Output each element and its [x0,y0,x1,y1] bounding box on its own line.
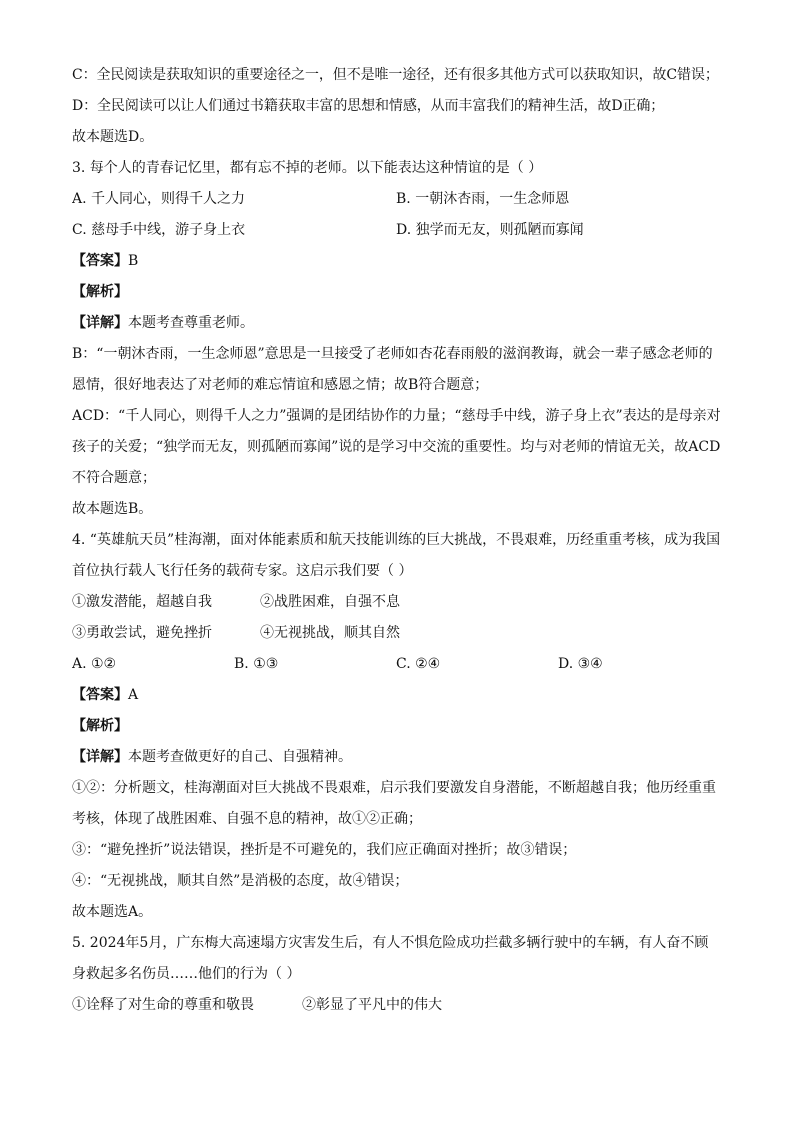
question-5-stem: 5. 2024年5月，广东梅大高速塌方灾害发生后，有人不惧危险成功拦截多辆行驶中的车辆，有人奋不顾身救起多名伤员……他们的行为（ ） [72,935,709,982]
question-3-stem: 3. 每个人的青春记忆里，都有忘不掉的老师。以下能表达这种情谊的是（ ） [72,160,543,176]
option-d: D. 独学而无友，则孤陋而寡闻 [396,222,584,238]
option-a: A. 千人同心，则得千人之力 [72,191,246,207]
analysis-tag: 【解析】 [72,718,128,734]
detail-tag: 【详解】 [72,315,128,331]
statement-3: ③勇敢尝试，避免挫折 [72,625,212,641]
statement-1: ①诠释了对生命的尊重和敬畏 [72,997,254,1013]
statement-2: ②彰显了平凡中的伟大 [302,997,442,1013]
conclusion-line: 故本题选A。 [72,904,153,920]
option-d: D. ③④ [558,656,603,672]
analysis-line [72,277,722,308]
question-4-statements-row-2 [72,618,722,649]
detail-text: 本题考查做更好的自己、自强精神。 [128,749,352,765]
answer-line [72,680,722,711]
detail-tag: 【详解】 [72,749,128,765]
detail-line [72,742,722,773]
answer-value: A [128,687,139,703]
question-4-options [72,649,722,680]
analysis-tag: 【解析】 [72,284,128,300]
text-line: 故本题选D。 [72,129,154,145]
explanation-paragraph: ACD：“千人同心，则得千人之力”强调的是团结协作的力量；“慈母手中线，游子身上衣”表达的是母亲对孩子的关爱；“独学而无友，则孤陋而寡闻”说的是学习中交流的重要性。均与对老师的情谊无关，故ACD不符合题意； [72,408,721,486]
option-a: A. ①② [72,656,117,672]
option-b: B. ①③ [234,656,279,672]
explanation-paragraph: ①②：分析题文，桂海潮面对巨大挑战不畏艰难，启示我们要激发自身潜能，不断超越自我；他历经重重考核，体现了战胜困难、自强不息的精神，故①②正确； [72,780,716,827]
analysis-line [72,711,722,742]
answer-tag: 【答案】 [72,253,128,269]
answer-line [72,246,722,277]
explanation-paragraph: ③：“避免挫折”说法错误，挫折是不可避免的，我们应正确面对挫折；故③错误； [72,842,577,858]
statement-4: ④无视挑战，顺其自然 [260,625,400,641]
explanation-paragraph: B：“一朝沐杏雨，一生念师恩”意思是一旦接受了老师如杏花春雨般的滋润教诲，就会一辈子感念老师的恩情，很好地表达了对老师的难忘情谊和感恩之情；故B符合题意； [72,346,713,393]
conclusion-line: 故本题选B。 [72,501,153,517]
question-5-statements-row-1 [72,990,722,1021]
question-4-statements-row-1 [72,587,722,618]
statement-2: ②战胜困难，自强不息 [260,594,400,610]
detail-text: 本题考查尊重老师。 [128,315,254,331]
option-c: C. ②④ [396,656,441,672]
explanation-paragraph: ④：“无视挑战，顺其自然”是消极的态度，故④错误； [72,873,409,889]
question-3-options-row-2 [72,215,722,246]
statement-1: ①激发潜能，超越自我 [72,594,212,610]
text-line: D：全民阅读可以让人们通过书籍获取丰富的思想和情感，从而丰富我们的精神生活，故D正确； [72,98,665,114]
detail-line [72,308,722,339]
answer-tag: 【答案】 [72,687,128,703]
text-line: C：全民阅读是获取知识的重要途径之一，但不是唯一途径，还有很多其他方式可以获取知识，故C错误； [72,67,719,83]
option-c: C. 慈母手中线，游子身上衣 [72,222,246,238]
question-4-stem: 4. “英雄航天员”桂海潮，面对体能素质和航天技能训练的巨大挑战，不畏艰难，历经重重考核，成为我国首位执行载人飞行任务的载荷专家。这启示我们要（ ） [72,532,721,579]
option-b: B. 一朝沐杏雨，一生念师恩 [396,191,570,207]
question-3-options-row-1 [72,184,722,215]
answer-value: B [128,253,139,269]
